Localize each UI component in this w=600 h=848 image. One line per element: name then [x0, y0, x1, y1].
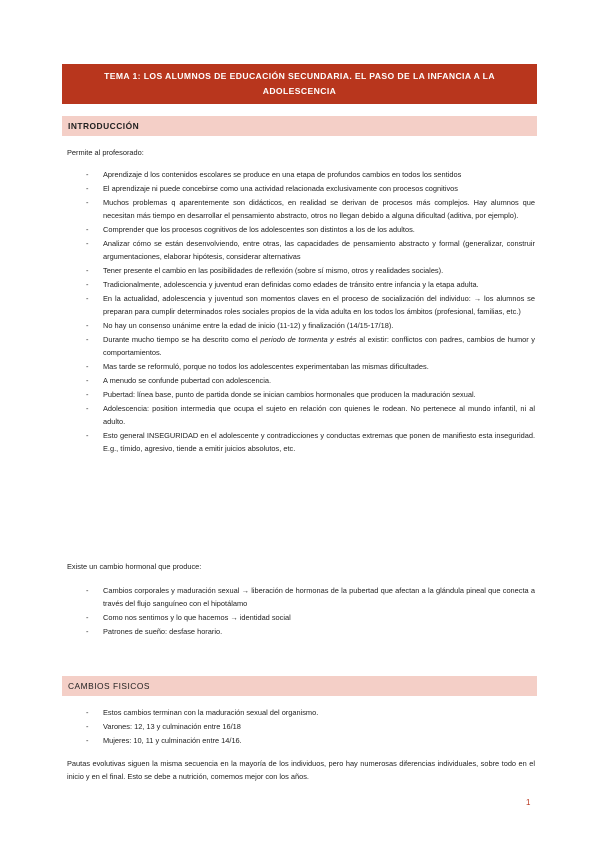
bullet-dash: - [86, 266, 89, 276]
bullet-dash: - [86, 389, 89, 399]
bullet-dash: - [86, 183, 89, 193]
list-item [0, 196, 600, 223]
list-item [0, 625, 600, 638]
list-item-text: Esto general INSEGURIDAD en el adolescente y contradicciones y conductas extremas que ponen de manifiesto esta inseguridad. E.g., tímido, agresivo, tiende a emitir juicios absolutos, etc. [103, 430, 535, 454]
list-item-text: Como nos sentimos y lo que hacemos → identidad social [103, 613, 291, 623]
list-item-text: Aprendizaje d los contenidos escolares se produce en una etapa de profundos cambios en todos los sentidos [103, 170, 462, 179]
bullet-dash: - [86, 334, 89, 344]
list-item-text: Cambios corporales y maduración sexual → liberación de hormonas de la pubertad que afectan a la glándula pineal que conecta a través del flujo sanguíneo con el hipotálamo [103, 586, 535, 609]
list-item [0, 734, 600, 747]
list-item-text: Tradicionalmente, adolescencia y juventud eran definidas como edades de tránsito entre infancia y la etapa adulta. [103, 279, 479, 289]
bullet-dash: - [86, 708, 89, 717]
list-item [0, 182, 600, 195]
list-item-text: Comprender que los procesos cognitivos de los adolescentes son distintos a los de los adultos. [103, 224, 415, 234]
intro-lead: Permite al profesorado: [67, 148, 144, 157]
hormonal-bullet-list [0, 584, 600, 639]
page-number: 1 [526, 798, 531, 807]
list-item [0, 706, 600, 719]
list-item-text: Muchos problemas q aparentemente son didácticos, en realidad se derivan de procesos más complejos. Hay alumnos que necesitan más tiempo en desarrollar el pensamiento abstracto, otros no llegan debido a alguna dificultad (aditiva, por ejemplo). [103, 197, 535, 221]
list-item [0, 168, 600, 181]
bullet-dash: - [86, 375, 89, 385]
bullet-dash: - [86, 613, 89, 623]
list-item-text: A menudo se confunde pubertad con adolescencia. [103, 375, 272, 385]
list-item-text: No hay un consenso unánime entre la edad de inicio (11-12) y finalización (14/15-17/18). [103, 321, 394, 331]
list-item [0, 264, 600, 277]
list-item [0, 402, 600, 429]
list-item-text: Varones: 12, 13 y culminación entre 16/18 [103, 721, 241, 731]
list-item [0, 584, 600, 611]
list-item-text: Mujeres: 10, 11 y culminación entre 14/16. [103, 735, 242, 745]
bullet-dash: - [86, 430, 89, 440]
bullet-dash: - [86, 735, 89, 745]
list-item [0, 223, 600, 236]
bullet-dash: - [86, 403, 89, 413]
fisicos-paragraph: Pautas evolutivas siguen la misma secuencia en la mayoría de los individuos, pero hay numerosas diferencias individuales, sobre todo en el inicio y en el final. Esto se debe a nutrición, comemos mejor con los años. [67, 759, 535, 782]
list-item [0, 374, 600, 387]
list-item-text: Adolescencia: position intermedia que ocupa el sujeto en relación con quienes le rodean. No pertenece al mundo infantil, ni al adulto. [103, 403, 535, 427]
section-heading-cambios-fisicos: CAMBIOS FISICOS [62, 676, 537, 696]
document-title: TEMA 1: LOS ALUMNOS DE EDUCACIÓN SECUNDARIA. EL PASO DE LA INFANCIA A LA ADOLESCENCIA [62, 64, 537, 104]
list-item-text: Analizar cómo se están desenvolviendo, entre otras, las capacidades de pensamiento abstracto y formal (generalizar, construir argumentaciones, elaborar hipótesis, considerar alternativas [103, 238, 535, 262]
bullet-dash: - [86, 224, 89, 234]
list-item [0, 333, 600, 360]
list-item [0, 278, 600, 291]
list-item-text: Estos cambios terminan con la maduración sexual del organismo. [103, 708, 319, 717]
list-item [0, 388, 600, 401]
bullet-dash: - [86, 586, 89, 595]
section-heading-introduccion: INTRODUCCIÓN [62, 116, 537, 136]
list-item [0, 720, 600, 733]
bullet-dash: - [86, 362, 89, 372]
list-item-text: Tener presente el cambio en las posibilidades de reflexión (sobre sí mismo, otros y realidades sociales). [103, 266, 444, 276]
bullet-dash: - [86, 321, 89, 331]
list-item-text: El aprendizaje ni puede concebirse como una actividad relacionada exclusivamente con procesos cognitivos [103, 183, 458, 193]
fisicos-bullet-list [0, 706, 600, 748]
list-item [0, 611, 600, 624]
list-item [0, 292, 600, 319]
list-item-text: Pubertad: línea base, punto de partida donde se inician cambios hormonales que producen la maduración sexual. [103, 389, 476, 399]
list-item [0, 237, 600, 264]
bullet-dash: - [86, 238, 89, 248]
intro-bullet-list [0, 168, 600, 456]
bullet-dash: - [86, 197, 89, 207]
list-item-text: Mas tarde se reformuló, porque no todos los adolescentes experimentaban las mismas dificultades. [103, 362, 429, 372]
bullet-dash: - [86, 170, 89, 179]
bullet-dash: - [86, 721, 89, 731]
list-item-text: Durante mucho tiempo se ha descrito como el periodo de tormenta y estrés al existir: conflictos con padres, cambios de humor y comportamientos. [103, 334, 535, 358]
list-item [0, 319, 600, 332]
bullet-dash: - [86, 627, 89, 637]
list-item [0, 429, 600, 456]
bullet-dash: - [86, 293, 89, 303]
list-item-text: Patrones de sueño: desfase horario. [103, 627, 223, 637]
list-item-text: En la actualidad, adolescencia y juventud son momentos claves en el proceso de socialización del individuo: → los alumnos se preparan para cumplir determinados roles sociales propios de la vida adulta en los todos los ámbitos (profesional, familias, etc.) [103, 293, 535, 317]
hormonal-lead: Existe un cambio hormonal que produce: [67, 562, 202, 571]
bullet-dash: - [86, 279, 89, 289]
list-item [0, 360, 600, 373]
